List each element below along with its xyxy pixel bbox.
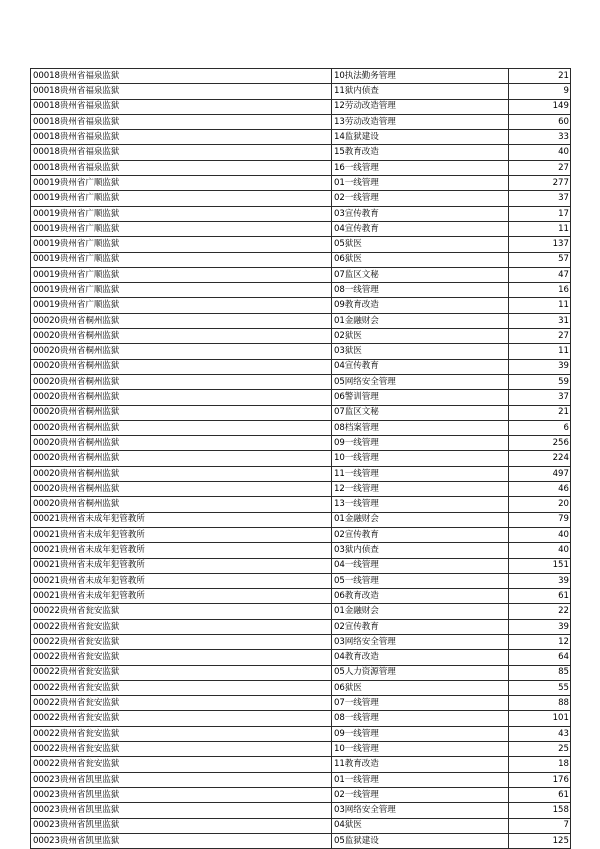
cell-organization: 00019贵州省广顺监狱 — [31, 237, 332, 252]
cell-organization: 00022贵州省瓮安监狱 — [31, 696, 332, 711]
table-row — [31, 405, 571, 420]
cell-count: 125 — [509, 833, 571, 848]
table-row — [31, 99, 571, 114]
cell-organization: 00022贵州省瓮安监狱 — [31, 726, 332, 741]
cell-count: 55 — [509, 680, 571, 695]
cell-organization: 00022贵州省瓮安监狱 — [31, 665, 332, 680]
cell-position: 03网络安全管理 — [332, 803, 509, 818]
cell-count: 31 — [509, 313, 571, 328]
table-row — [31, 252, 571, 267]
table-row — [31, 206, 571, 221]
cell-position: 11教育改造 — [332, 757, 509, 772]
cell-count: 27 — [509, 329, 571, 344]
cell-position: 03网络安全管理 — [332, 634, 509, 649]
cell-count: 256 — [509, 436, 571, 451]
cell-count: 17 — [509, 206, 571, 221]
cell-count: 39 — [509, 359, 571, 374]
cell-organization: 00018贵州省福泉监狱 — [31, 84, 332, 99]
cell-count: 25 — [509, 742, 571, 757]
table-row — [31, 726, 571, 741]
table-row — [31, 742, 571, 757]
cell-position: 04宣传教育 — [332, 221, 509, 236]
table-row — [31, 283, 571, 298]
cell-position: 02狱医 — [332, 329, 509, 344]
cell-organization: 00019贵州省广顺监狱 — [31, 206, 332, 221]
cell-organization: 00018贵州省福泉监狱 — [31, 114, 332, 129]
table-row — [31, 84, 571, 99]
cell-organization: 00020贵州省桐州监狱 — [31, 436, 332, 451]
cell-count: 277 — [509, 176, 571, 191]
table-row — [31, 420, 571, 435]
table-row — [31, 787, 571, 802]
table-row — [31, 650, 571, 665]
cell-organization: 00020贵州省桐州监狱 — [31, 390, 332, 405]
table-row — [31, 374, 571, 389]
cell-position: 12劳动改造管理 — [332, 99, 509, 114]
cell-count: 57 — [509, 252, 571, 267]
table-row — [31, 665, 571, 680]
cell-count: 47 — [509, 267, 571, 282]
cell-position: 05狱医 — [332, 237, 509, 252]
cell-position: 11狱内侦查 — [332, 84, 509, 99]
table-row — [31, 573, 571, 588]
table-row — [31, 604, 571, 619]
cell-position: 09一线管理 — [332, 726, 509, 741]
table-row — [31, 482, 571, 497]
table-body — [31, 69, 571, 849]
cell-count: 27 — [509, 160, 571, 175]
table-row — [31, 313, 571, 328]
cell-count: 16 — [509, 283, 571, 298]
cell-count: 6 — [509, 420, 571, 435]
table-row — [31, 772, 571, 787]
table-row — [31, 466, 571, 481]
table-row — [31, 298, 571, 313]
cell-organization: 00022贵州省瓮安监狱 — [31, 604, 332, 619]
cell-organization: 00018贵州省福泉监狱 — [31, 99, 332, 114]
cell-position: 04一线管理 — [332, 558, 509, 573]
cell-organization: 00022贵州省瓮安监狱 — [31, 757, 332, 772]
cell-position: 01一线管理 — [332, 772, 509, 787]
cell-position: 06警训管理 — [332, 390, 509, 405]
cell-position: 03狱内侦查 — [332, 543, 509, 558]
cell-count: 20 — [509, 497, 571, 512]
cell-organization: 00019贵州省广顺监狱 — [31, 191, 332, 206]
cell-count: 101 — [509, 711, 571, 726]
cell-organization: 00020贵州省桐州监狱 — [31, 374, 332, 389]
cell-position: 05一线管理 — [332, 573, 509, 588]
cell-count: 497 — [509, 466, 571, 481]
cell-position: 02一线管理 — [332, 191, 509, 206]
cell-count: 224 — [509, 451, 571, 466]
cell-count: 46 — [509, 482, 571, 497]
table-row — [31, 680, 571, 695]
cell-count: 11 — [509, 298, 571, 313]
cell-count: 88 — [509, 696, 571, 711]
cell-organization: 00020贵州省桐州监狱 — [31, 497, 332, 512]
table-row — [31, 160, 571, 175]
cell-count: 85 — [509, 665, 571, 680]
recruitment-quota-table — [30, 68, 571, 849]
cell-organization: 00019贵州省广顺监狱 — [31, 283, 332, 298]
cell-organization: 00021贵州省未成年犯管教所 — [31, 573, 332, 588]
cell-position: 09教育改造 — [332, 298, 509, 313]
cell-organization: 00020贵州省桐州监狱 — [31, 359, 332, 374]
cell-organization: 00021贵州省未成年犯管教所 — [31, 558, 332, 573]
cell-position: 06狱医 — [332, 252, 509, 267]
cell-organization: 00022贵州省瓮安监狱 — [31, 650, 332, 665]
cell-count: 40 — [509, 527, 571, 542]
cell-organization: 00020贵州省桐州监狱 — [31, 344, 332, 359]
table-row — [31, 237, 571, 252]
cell-count: 33 — [509, 130, 571, 145]
table-row — [31, 512, 571, 527]
cell-position: 02一线管理 — [332, 787, 509, 802]
cell-position: 10一线管理 — [332, 742, 509, 757]
table-row — [31, 757, 571, 772]
cell-organization: 00022贵州省瓮安监狱 — [31, 742, 332, 757]
cell-organization: 00019贵州省广顺监狱 — [31, 221, 332, 236]
cell-organization: 00020贵州省桐州监狱 — [31, 405, 332, 420]
table-row — [31, 176, 571, 191]
cell-position: 12一线管理 — [332, 482, 509, 497]
cell-count: 21 — [509, 405, 571, 420]
cell-count: 43 — [509, 726, 571, 741]
cell-organization: 00020贵州省桐州监狱 — [31, 420, 332, 435]
table-row — [31, 451, 571, 466]
table-row — [31, 329, 571, 344]
table-row — [31, 833, 571, 848]
cell-count: 64 — [509, 650, 571, 665]
cell-count: 176 — [509, 772, 571, 787]
cell-organization: 00022贵州省瓮安监狱 — [31, 711, 332, 726]
cell-count: 137 — [509, 237, 571, 252]
table-row — [31, 436, 571, 451]
cell-position: 08一线管理 — [332, 711, 509, 726]
cell-organization: 00021贵州省未成年犯管教所 — [31, 543, 332, 558]
cell-position: 01金融财会 — [332, 313, 509, 328]
cell-organization: 00020贵州省桐州监狱 — [31, 313, 332, 328]
cell-count: 40 — [509, 543, 571, 558]
cell-count: 9 — [509, 84, 571, 99]
cell-position: 01金融财会 — [332, 604, 509, 619]
cell-count: 79 — [509, 512, 571, 527]
table-row — [31, 130, 571, 145]
cell-position: 11一线管理 — [332, 466, 509, 481]
cell-position: 05网络安全管理 — [332, 374, 509, 389]
cell-count: 39 — [509, 573, 571, 588]
cell-organization: 00020贵州省桐州监狱 — [31, 329, 332, 344]
cell-organization: 00020贵州省桐州监狱 — [31, 482, 332, 497]
cell-count: 61 — [509, 589, 571, 604]
table-row — [31, 619, 571, 634]
cell-position: 01一线管理 — [332, 176, 509, 191]
table-row — [31, 634, 571, 649]
cell-count: 11 — [509, 221, 571, 236]
cell-organization: 00022贵州省瓮安监狱 — [31, 634, 332, 649]
table-row — [31, 558, 571, 573]
cell-position: 02宣传教育 — [332, 527, 509, 542]
cell-organization: 00023贵州省凯里监狱 — [31, 787, 332, 802]
cell-position: 07监区文秘 — [332, 405, 509, 420]
cell-organization: 00023贵州省凯里监狱 — [31, 772, 332, 787]
table-row — [31, 589, 571, 604]
cell-count: 40 — [509, 145, 571, 160]
cell-organization: 00018贵州省福泉监狱 — [31, 69, 332, 84]
cell-position: 04教育改造 — [332, 650, 509, 665]
cell-position: 04狱医 — [332, 818, 509, 833]
cell-organization: 00023贵州省凯里监狱 — [31, 833, 332, 848]
cell-organization: 00021贵州省未成年犯管教所 — [31, 512, 332, 527]
cell-count: 11 — [509, 344, 571, 359]
table-row — [31, 696, 571, 711]
cell-count: 37 — [509, 390, 571, 405]
table-row — [31, 114, 571, 129]
cell-organization: 00018贵州省福泉监狱 — [31, 160, 332, 175]
table-row — [31, 818, 571, 833]
cell-organization: 00019贵州省广顺监狱 — [31, 176, 332, 191]
cell-count: 151 — [509, 558, 571, 573]
cell-organization: 00018贵州省福泉监狱 — [31, 130, 332, 145]
cell-position: 06狱医 — [332, 680, 509, 695]
cell-position: 10一线管理 — [332, 451, 509, 466]
table-row — [31, 191, 571, 206]
cell-position: 13劳动改造管理 — [332, 114, 509, 129]
cell-count: 12 — [509, 634, 571, 649]
cell-position: 03宣传教育 — [332, 206, 509, 221]
cell-organization: 00020贵州省桐州监狱 — [31, 466, 332, 481]
cell-organization: 00022贵州省瓮安监狱 — [31, 619, 332, 634]
table-row — [31, 527, 571, 542]
table-row — [31, 803, 571, 818]
cell-position: 05人力资源管理 — [332, 665, 509, 680]
cell-count: 7 — [509, 818, 571, 833]
cell-organization: 00021贵州省未成年犯管教所 — [31, 589, 332, 604]
cell-position: 13一线管理 — [332, 497, 509, 512]
table-row — [31, 267, 571, 282]
cell-count: 39 — [509, 619, 571, 634]
cell-position: 04宣传教育 — [332, 359, 509, 374]
cell-position: 02宣传教育 — [332, 619, 509, 634]
cell-position: 05监狱建设 — [332, 833, 509, 848]
cell-position: 09一线管理 — [332, 436, 509, 451]
cell-count: 37 — [509, 191, 571, 206]
cell-organization: 00022贵州省瓮安监狱 — [31, 680, 332, 695]
cell-position: 10执法勤务管理 — [332, 69, 509, 84]
cell-position: 08一线管理 — [332, 283, 509, 298]
cell-count: 60 — [509, 114, 571, 129]
table-row — [31, 69, 571, 84]
table-container — [30, 68, 570, 849]
table-row — [31, 390, 571, 405]
cell-count: 158 — [509, 803, 571, 818]
cell-position: 15教育改造 — [332, 145, 509, 160]
cell-count: 22 — [509, 604, 571, 619]
cell-position: 01金融财会 — [332, 512, 509, 527]
cell-count: 149 — [509, 99, 571, 114]
cell-count: 61 — [509, 787, 571, 802]
table-row — [31, 221, 571, 236]
cell-organization: 00023贵州省凯里监狱 — [31, 818, 332, 833]
cell-organization: 00018贵州省福泉监狱 — [31, 145, 332, 160]
table-row — [31, 711, 571, 726]
table-row — [31, 344, 571, 359]
cell-position: 14监狱建设 — [332, 130, 509, 145]
cell-position: 16一线管理 — [332, 160, 509, 175]
cell-organization: 00021贵州省未成年犯管教所 — [31, 527, 332, 542]
cell-organization: 00023贵州省凯里监狱 — [31, 803, 332, 818]
cell-organization: 00019贵州省广顺监狱 — [31, 252, 332, 267]
cell-position: 06教育改造 — [332, 589, 509, 604]
table-row — [31, 359, 571, 374]
cell-organization: 00019贵州省广顺监狱 — [31, 267, 332, 282]
table-row — [31, 145, 571, 160]
cell-count: 21 — [509, 69, 571, 84]
table-row — [31, 543, 571, 558]
cell-position: 07一线管理 — [332, 696, 509, 711]
table-row — [31, 497, 571, 512]
cell-position: 07监区文秘 — [332, 267, 509, 282]
cell-position: 08档案管理 — [332, 420, 509, 435]
cell-organization: 00020贵州省桐州监狱 — [31, 451, 332, 466]
cell-count: 18 — [509, 757, 571, 772]
cell-count: 59 — [509, 374, 571, 389]
cell-position: 03狱医 — [332, 344, 509, 359]
cell-organization: 00019贵州省广顺监狱 — [31, 298, 332, 313]
